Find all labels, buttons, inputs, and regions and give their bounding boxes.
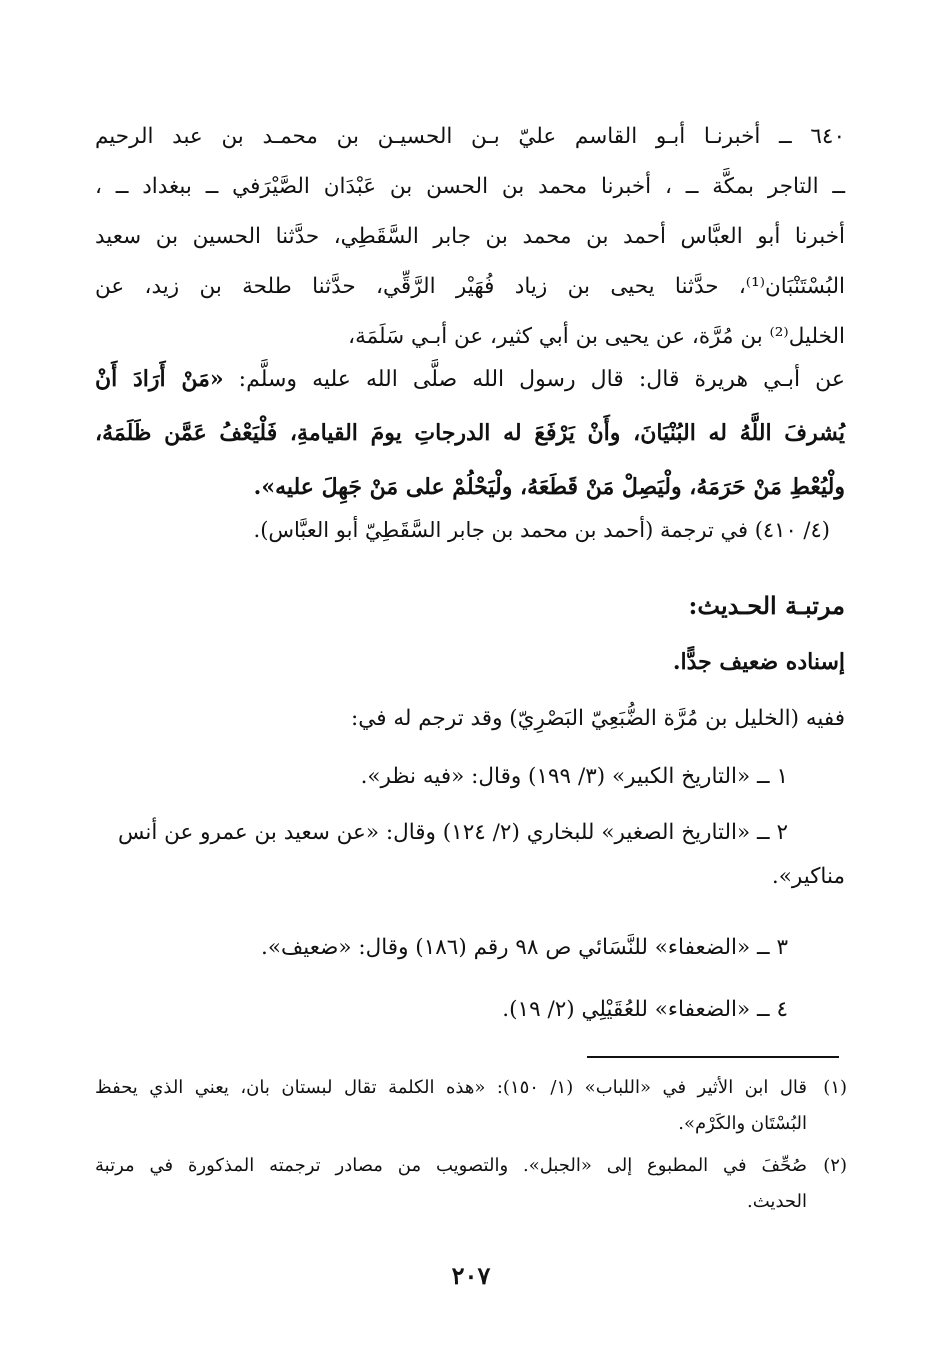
footnote-number: (١): [823, 1077, 848, 1098]
page-number: ٢٠٧: [451, 1261, 491, 1290]
grading-intro: ففيه (الخليل بن مُرَّة الضُّبَعِيّ البَصْرِيّ) وقد ترجم له في:: [351, 706, 845, 731]
footnote-continuation: الحديث.: [747, 1191, 807, 1212]
matn-line: ولْيُعْطِ مَنْ حَرَمَهُ، ولْيَصِلْ مَنْ قَطَعَهُ، ولْيَحْلُمْ على مَنْ جَهِلَ عليه».: [253, 474, 845, 500]
section-heading: مرتبـة الحـديث:: [688, 591, 845, 620]
footnotes: [95, 1070, 847, 1226]
source-item: ١ ــ «التاريخ الكبير» (٣/ ١٩٩) وقال: «فيه نظر».: [360, 764, 788, 789]
footnote: [95, 1148, 847, 1220]
isnad-line: أخبرنا أبو العبَّاس أحمد بن محمد بن جابر السَّقَطِي، حدَّثنا الحسين بن سعيد: [95, 224, 845, 249]
footnote-continuation: البُسْتَان والكَرْم».: [678, 1113, 807, 1134]
source-item: ٣ ــ «الضعفاء» للنَّسَائي ص ٩٨ رقم (١٨٦) وقال: «ضعيف».: [261, 935, 788, 960]
source-item: ٤ ــ «الضعفاء» للعُقَيْلِي (٢/ ١٩).: [502, 997, 788, 1022]
footnote-text: صُحِّفَ في المطبوع إلى «الجبل». والتصويب من مصادر ترجمته المذكورة في مرتبة: [95, 1155, 807, 1176]
isnad-chain: [95, 112, 845, 362]
footnote: [95, 1070, 847, 1142]
isnad-line: الخليل⁽²⁾ بن مُرَّة، عن يحيى بن أبي كثير، عن أبـي سَلَمَة،: [348, 324, 845, 349]
isnad-line: البُسْتَنْبَان⁽¹⁾، حدَّثنا يحيى بن زياد فُهَيْر الرَّقِّي، حدَّثنا طلحة بن زيد، عن: [95, 274, 845, 299]
footnote-divider: [587, 1056, 839, 1058]
grading-status: إسناده ضعيف جدًّا.: [672, 649, 845, 675]
isnad-line: ٦٤٠ ــ أخبرنـا أبـو القاسم عليّ بـن الحسيـن بن محمـد بن عبد الرحيم: [95, 124, 845, 149]
matn-line: يُشرفَ اللَّهُ له البُنْيَانَ، وأَنْ يَرْفَعَ له الدرجاتِ يومَ القيامةِ، فَلْيَعْفُ عَمَّن ظَلَمَهُ،: [95, 420, 845, 446]
matn-quote-start: «مَنْ أَرَادَ أَنْ: [95, 366, 224, 392]
hadith-matn: [95, 352, 845, 514]
isnad-line: ــ التاجر بمكَّة ــ ، أخبرنا محمد بن الحسن بن عَبْدَان الصَّيْرَفي ــ ببغداد ــ ،: [95, 174, 845, 199]
footnote-line: [95, 1148, 847, 1184]
matn-line: [95, 352, 845, 406]
matn-narration: عن أبـي هريرة قال: قال رسول الله صلَّى الله عليه وسلَّم:: [238, 367, 846, 392]
source-item: ٢ ــ «التاريخ الصغير» للبخاري (٢/ ١٢٤) وقال: «عن سعيد بن عمرو عن أنس مناكير».: [117, 820, 845, 889]
source-reference: (٤/ ٤١٠) في ترجمة (أحمد بن محمد بن جابر السَّقَطِيّ أبو العبَّاس).: [253, 518, 830, 542]
footnote-line: [95, 1070, 847, 1106]
footnote-text: قال ابن الأثير في «اللباب» (١/ ١٥٠): «هذه الكلمة تقال لبستان بان، يعني الذي يحفظ: [95, 1077, 808, 1098]
footnote-number: (٢): [823, 1155, 847, 1176]
